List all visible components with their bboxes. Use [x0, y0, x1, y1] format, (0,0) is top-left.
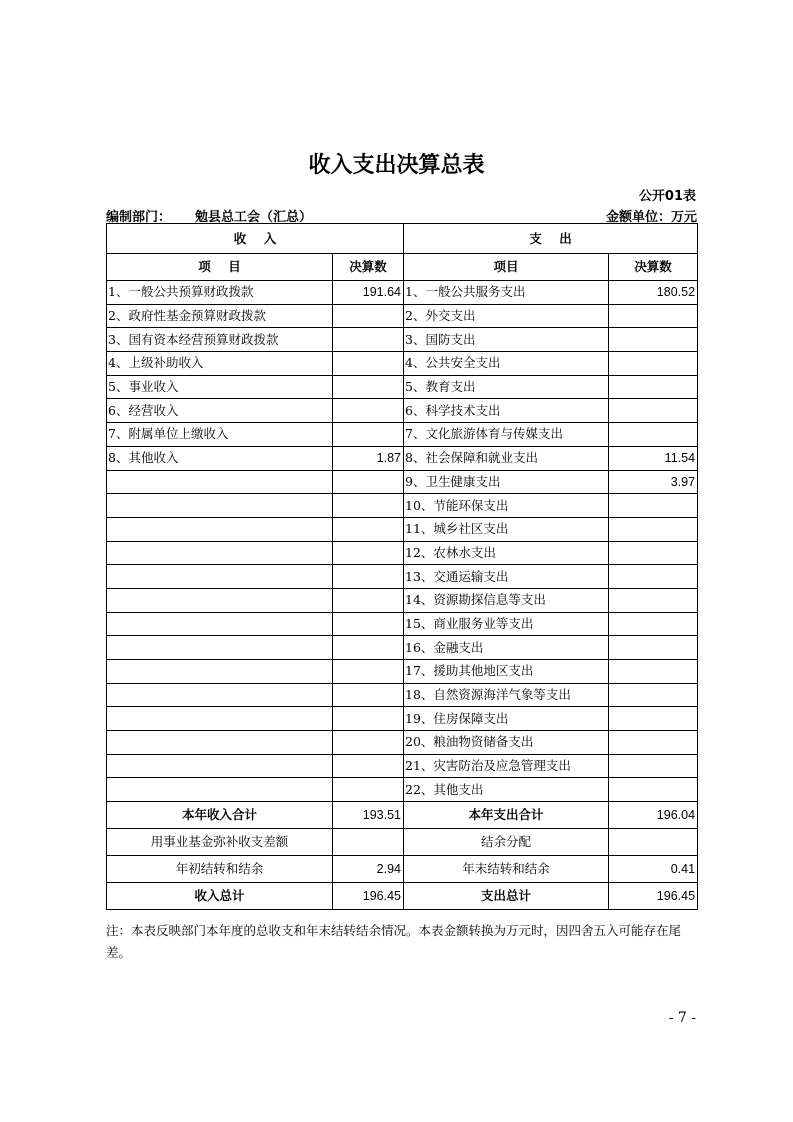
- expense-value-cell: [609, 588, 698, 612]
- expense-item-cell: 1、一般公共服务支出: [404, 281, 609, 305]
- income-value-cell: [333, 683, 404, 707]
- income-item-cell: [107, 588, 333, 612]
- section-header-row: [107, 224, 698, 254]
- income-item-cell: 7、附属单位上缴收入: [107, 423, 333, 447]
- expense-value-cell: 180.52: [609, 281, 698, 305]
- expense-item-cell: 19、住房保障支出: [404, 707, 609, 731]
- table-note: 注：本表反映部门本年度的总收支和年末结转结余情况。本表金额转换为万元时，因四舍五入可能存在尾差。: [106, 923, 682, 960]
- income-value-cell: [333, 541, 404, 565]
- income-value-cell: [333, 470, 404, 494]
- summary-row: [107, 802, 698, 829]
- income-value-cell: [333, 517, 404, 541]
- summary-income-label: 本年收入合计: [107, 802, 333, 829]
- income-item-cell: [107, 612, 333, 636]
- expense-value-cell: [609, 423, 698, 447]
- prepared-by-label: 编制部门：: [106, 210, 172, 225]
- expense-item-cell: 21、灾害防治及应急管理支出: [404, 754, 609, 778]
- table-row: [107, 565, 698, 589]
- table-row: [107, 612, 698, 636]
- income-value-cell: [333, 636, 404, 660]
- income-item-cell: [107, 683, 333, 707]
- expense-section-header: 支 出: [404, 224, 698, 254]
- income-item-cell: [107, 541, 333, 565]
- table-row: [107, 636, 698, 660]
- income-value-cell: [333, 778, 404, 802]
- expense-value-cell: [609, 352, 698, 376]
- income-value-cell: [333, 328, 404, 352]
- expense-value-cell: [609, 328, 698, 352]
- summary-income-label: 用事业基金弥补收支差额: [107, 829, 333, 856]
- summary-income-label: 年初结转和结余: [107, 856, 333, 883]
- income-item-cell: 5、事业收入: [107, 375, 333, 399]
- expense-value-cell: [609, 731, 698, 755]
- expense-value-cell: [609, 541, 698, 565]
- table-row: [107, 304, 698, 328]
- summary-expense-value: 196.04: [609, 802, 698, 829]
- income-item-cell: 8、其他收入: [107, 446, 333, 470]
- income-value-cell: [333, 399, 404, 423]
- summary-income-value: 196.45: [333, 883, 404, 910]
- income-final-header: 决算数: [333, 254, 404, 281]
- income-item-cell: [107, 470, 333, 494]
- expense-item-cell: 8、社会保障和就业支出: [404, 446, 609, 470]
- income-value-cell: [333, 707, 404, 731]
- organization-name: 勉县总工会（汇总）: [195, 210, 313, 225]
- table-row: [107, 707, 698, 731]
- expense-item-cell: 17、援助其他地区支出: [404, 660, 609, 684]
- expense-item-cell: 18、自然资源海洋气象等支出: [404, 683, 609, 707]
- summary-expense-value: 196.45: [609, 883, 698, 910]
- income-item-cell: [107, 778, 333, 802]
- income-expense-table: [106, 223, 698, 910]
- expense-item-cell: 12、农林水支出: [404, 541, 609, 565]
- summary-income-value: [333, 829, 404, 856]
- expense-value-cell: [609, 660, 698, 684]
- table-row: [107, 731, 698, 755]
- income-item-cell: 6、经营收入: [107, 399, 333, 423]
- expense-item-cell: 16、金融支出: [404, 636, 609, 660]
- summary-expense-value: [609, 829, 698, 856]
- page-title: 收入支出决算总表: [308, 153, 485, 178]
- expense-item-cell: 10、节能环保支出: [404, 494, 609, 518]
- income-item-cell: 4、上级补助收入: [107, 352, 333, 376]
- expense-value-cell: 3.97: [609, 470, 698, 494]
- table-row: [107, 328, 698, 352]
- expense-value-cell: [609, 304, 698, 328]
- expense-value-cell: [609, 494, 698, 518]
- expense-item-cell: 2、外交支出: [404, 304, 609, 328]
- income-value-cell: [333, 588, 404, 612]
- income-value-cell: [333, 731, 404, 755]
- expense-item-cell: 5、教育支出: [404, 375, 609, 399]
- summary-expense-label: 年末结转和结余: [404, 856, 609, 883]
- summary-expense-label: 结余分配: [404, 829, 609, 856]
- income-item-cell: 1、一般公共预算财政拨款: [107, 281, 333, 305]
- expense-item-cell: 15、商业服务业等支出: [404, 612, 609, 636]
- table-row: [107, 470, 698, 494]
- income-item-cell: [107, 731, 333, 755]
- meta-row: [106, 206, 697, 225]
- income-item-cell: [107, 636, 333, 660]
- table-row: [107, 754, 698, 778]
- column-header-row: [107, 254, 698, 281]
- income-value-cell: [333, 494, 404, 518]
- summary-expense-label: 支出总计: [404, 883, 609, 910]
- income-value-cell: [333, 375, 404, 399]
- page-number: - 7 -: [668, 1010, 696, 1026]
- expense-value-cell: [609, 778, 698, 802]
- expense-value-cell: 11.54: [609, 446, 698, 470]
- income-item-cell: [107, 565, 333, 589]
- unit-label: 金额单位：万元: [605, 210, 697, 225]
- form-code: 公开01表: [638, 189, 696, 204]
- expense-value-cell: [609, 636, 698, 660]
- income-value-cell: [333, 754, 404, 778]
- income-value-cell: [333, 660, 404, 684]
- expense-item-cell: 6、科学技术支出: [404, 399, 609, 423]
- summary-income-value: 2.94: [333, 856, 404, 883]
- expense-value-cell: [609, 517, 698, 541]
- expense-value-cell: [609, 565, 698, 589]
- summary-row: [107, 883, 698, 910]
- expense-item-cell: 9、卫生健康支出: [404, 470, 609, 494]
- expense-item-cell: 11、城乡社区支出: [404, 517, 609, 541]
- summary-expense-value: 0.41: [609, 856, 698, 883]
- expense-item-header: 项目: [404, 254, 609, 281]
- expense-value-cell: [609, 683, 698, 707]
- expense-value-cell: [609, 707, 698, 731]
- income-value-cell: [333, 565, 404, 589]
- income-item-cell: [107, 707, 333, 731]
- table-row: [107, 517, 698, 541]
- income-item-cell: [107, 494, 333, 518]
- income-item-cell: 3、国有资本经营预算财政拨款: [107, 328, 333, 352]
- income-value-cell: 191.64: [333, 281, 404, 305]
- expense-item-cell: 3、国防支出: [404, 328, 609, 352]
- expense-item-cell: 14、资源勘探信息等支出: [404, 588, 609, 612]
- table-row: [107, 352, 698, 376]
- income-section-header: 收 入: [107, 224, 404, 254]
- income-item-cell: [107, 517, 333, 541]
- table-row: [107, 423, 698, 447]
- income-value-cell: 1.87: [333, 446, 404, 470]
- expense-item-cell: 7、文化旅游体育与传媒支出: [404, 423, 609, 447]
- table-row: [107, 494, 698, 518]
- income-value-cell: [333, 352, 404, 376]
- expense-item-cell: 20、粮油物资储备支出: [404, 731, 609, 755]
- table-row: [107, 375, 698, 399]
- summary-row: [107, 829, 698, 856]
- income-value-cell: [333, 612, 404, 636]
- table-row: [107, 541, 698, 565]
- table-row: [107, 281, 698, 305]
- expense-item-cell: 4、公共安全支出: [404, 352, 609, 376]
- table-row: [107, 683, 698, 707]
- expense-value-cell: [609, 399, 698, 423]
- income-item-cell: 2、政府性基金预算财政拨款: [107, 304, 333, 328]
- table-row: [107, 446, 698, 470]
- expense-item-cell: 13、交通运输支出: [404, 565, 609, 589]
- summary-row: [107, 856, 698, 883]
- table-row: [107, 588, 698, 612]
- expense-item-cell: 22、其他支出: [404, 778, 609, 802]
- income-item-cell: [107, 754, 333, 778]
- summary-income-value: 193.51: [333, 802, 404, 829]
- table-row: [107, 660, 698, 684]
- summary-income-label: 收入总计: [107, 883, 333, 910]
- table-row: [107, 778, 698, 802]
- table-row: [107, 399, 698, 423]
- income-item-header: 项 目: [107, 254, 333, 281]
- expense-final-header: 决算数: [609, 254, 698, 281]
- expense-value-cell: [609, 754, 698, 778]
- income-value-cell: [333, 304, 404, 328]
- income-item-cell: [107, 660, 333, 684]
- expense-value-cell: [609, 612, 698, 636]
- income-value-cell: [333, 423, 404, 447]
- summary-expense-label: 本年支出合计: [404, 802, 609, 829]
- expense-value-cell: [609, 375, 698, 399]
